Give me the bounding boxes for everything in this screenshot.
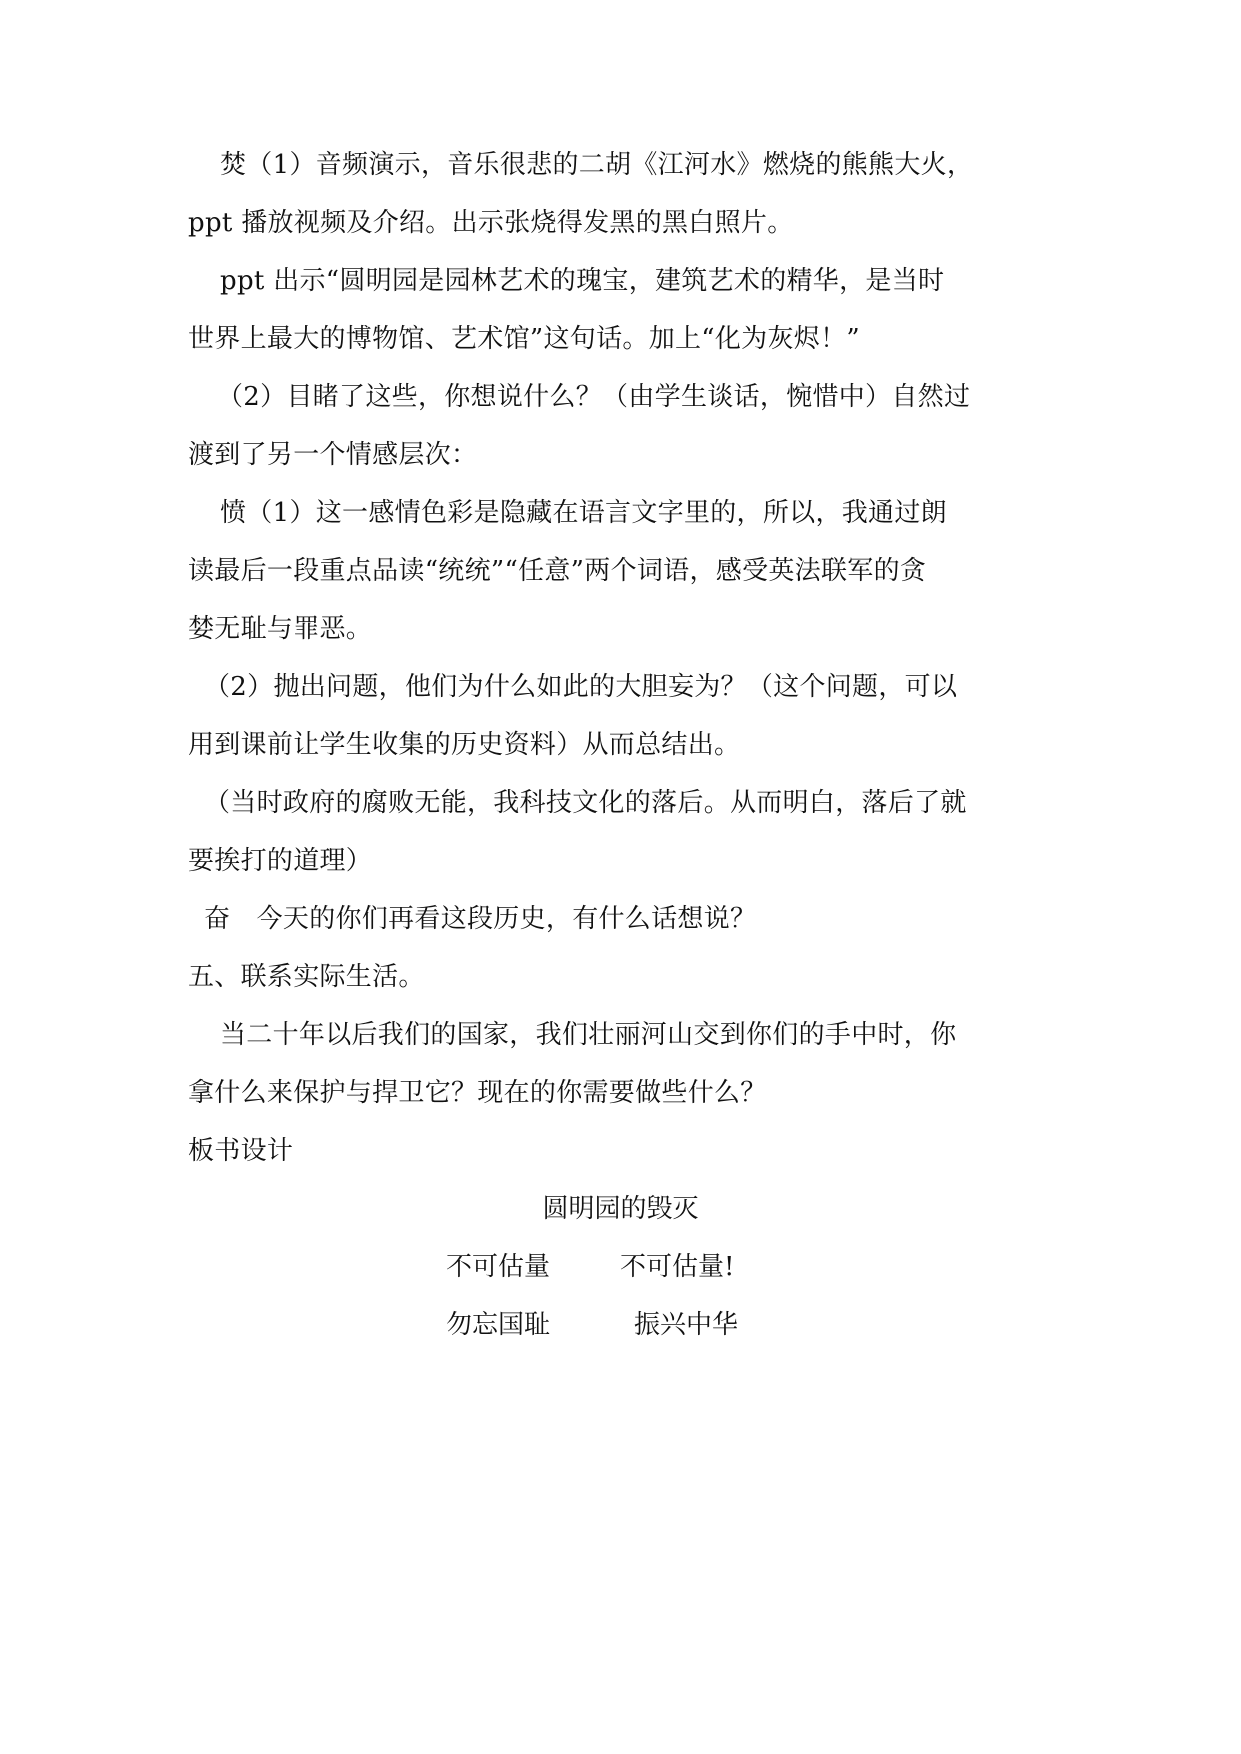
section-heading: 板书设计 <box>188 1136 294 1166</box>
board-item: 不可估量 <box>446 1252 551 1282</box>
paragraph-line: 要挨打的道理） <box>188 846 373 876</box>
paragraph-line: ppt 出示“圆明园是园林艺术的瑰宝，建筑艺术的精华，是当时 <box>220 266 945 296</box>
paragraph-line: ppt 播放视频及介绍。出示张烧得发黑的黑白照片。 <box>188 208 794 238</box>
paragraph-line: 焚（1）音频演示，音乐很悲的二胡《江河水》燃烧的熊熊大火， <box>220 150 974 180</box>
section-heading: 五、联系实际生活。 <box>188 962 425 992</box>
paragraph-line: 世界上最大的博物馆、艺术馆”这句话。加上“化为灰烬！” <box>188 324 860 354</box>
paragraph-line: （2）目睹了这些，你想说什么？（由学生谈话，惋惜中）自然过 <box>217 382 971 412</box>
paragraph-line: 婪无耻与罪恶。 <box>188 614 373 644</box>
paragraph-line: 愤（1）这一感情色彩是隐藏在语言文字里的，所以，我通过朗 <box>220 498 947 528</box>
paragraph-line: （2）抛出问题，他们为什么如此的大胆妄为？（这个问题，可以 <box>204 672 958 702</box>
paragraph-line: 渡到了另一个情感层次： <box>188 440 478 470</box>
paragraph-line: 拿什么来保护与捍卫它？现在的你需要做些什么？ <box>188 1078 767 1108</box>
board-item: 振兴中华 <box>634 1310 739 1340</box>
paragraph-line: 奋 今天的你们再看这段历史，有什么话想说？ <box>204 904 757 934</box>
paragraph-line: 当二十年以后我们的国家，我们壮丽河山交到你们的手中时，你 <box>220 1020 957 1050</box>
paragraph-line: 读最后一段重点品读“统统”“任意”两个词语，感受英法联军的贪 <box>188 556 927 586</box>
board-item: 不可估量! <box>620 1252 735 1282</box>
paragraph-line: 用到课前让学生收集的历史资料）从而总结出。 <box>188 730 741 760</box>
paragraph-line: （当时政府的腐败无能，我科技文化的落后。从而明白，落后了就 <box>204 788 967 818</box>
board-title: 圆明园的毁灭 <box>542 1194 699 1224</box>
board-item: 勿忘国耻 <box>446 1310 551 1340</box>
